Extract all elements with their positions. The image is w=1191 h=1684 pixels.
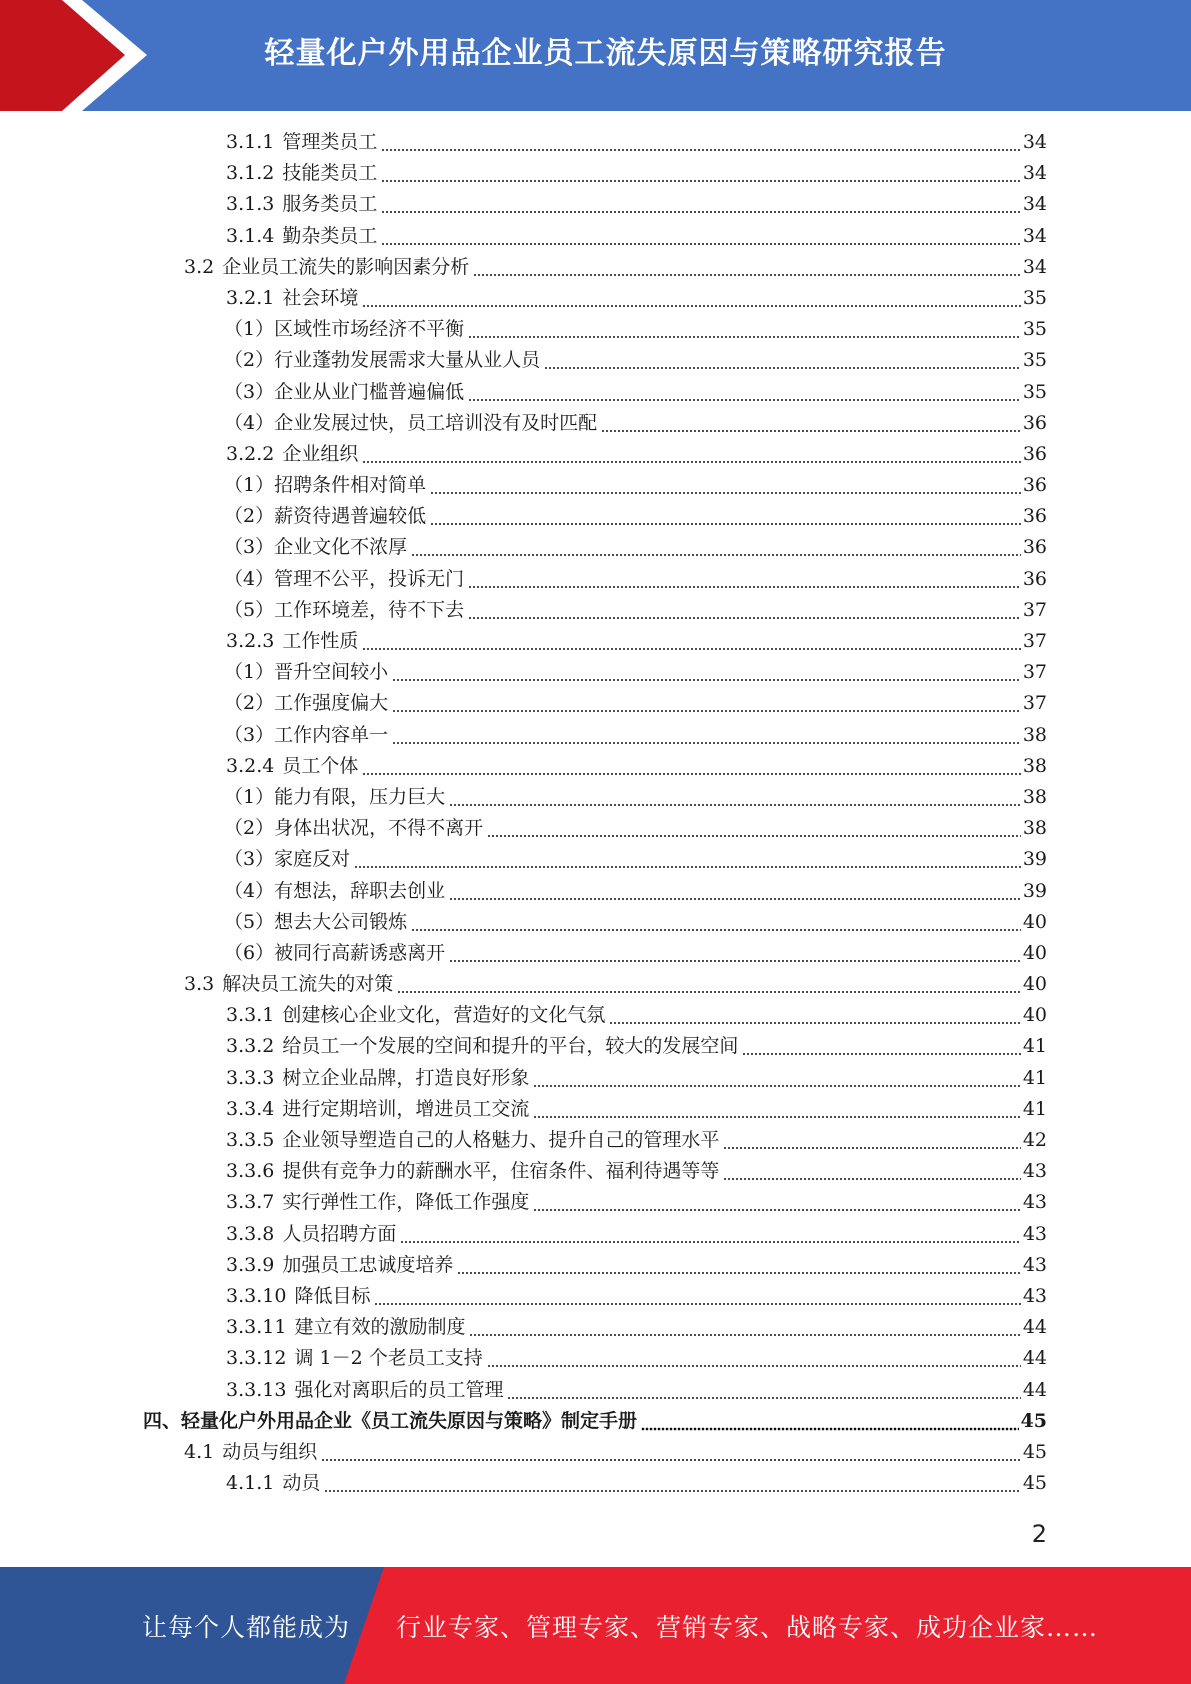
toc-entry[interactable] bbox=[0, 127, 1191, 158]
toc-entry-number: 3.3 bbox=[184, 973, 215, 996]
toc-entry-number: 3.2.2 bbox=[226, 442, 275, 465]
toc-entry-title: 给员工一个发展的空间和提升的平台，较大的发展空间 bbox=[282, 1035, 739, 1058]
toc-dot-leader bbox=[362, 283, 1020, 314]
toc-entry-number: 3.3.4 bbox=[226, 1097, 275, 1120]
toc-entry-title: 社会环境 bbox=[282, 286, 359, 309]
toc-entry[interactable] bbox=[0, 1437, 1191, 1468]
toc-dot-leader bbox=[397, 969, 1021, 1000]
footer-slogan-right: 行业专家、管理专家、营销专家、战略专家、成功企业家…… bbox=[396, 1612, 1099, 1642]
toc-entry[interactable] bbox=[0, 532, 1191, 563]
toc-entry[interactable] bbox=[0, 626, 1191, 657]
toc-entry-number: 3.2 bbox=[184, 255, 215, 278]
toc-dot-leader bbox=[457, 1250, 1020, 1281]
toc-dot-leader bbox=[742, 1031, 1020, 1062]
toc-dot-leader bbox=[641, 1406, 1019, 1437]
toc-dot-leader bbox=[487, 1343, 1021, 1374]
toc-entry-number: 3.1.1 bbox=[226, 131, 275, 153]
toc-dot-leader bbox=[411, 532, 1021, 563]
toc-entry-page: 38 bbox=[1022, 817, 1047, 840]
toc-entry-page: 45 bbox=[1022, 1440, 1047, 1463]
toc-entry[interactable] bbox=[0, 969, 1191, 1000]
toc-entry-page: 37 bbox=[1022, 692, 1047, 715]
toc-entry-title: 进行定期培训，增进员工交流 bbox=[282, 1097, 530, 1120]
toc-entry-title: （2）行业蓬勃发展需求大量从业人员 bbox=[224, 349, 541, 372]
toc-entry-title: 解决员工流失的对策 bbox=[222, 973, 394, 996]
toc-dot-leader bbox=[469, 1312, 1020, 1343]
toc-dot-leader bbox=[468, 314, 1021, 345]
toc-entry[interactable] bbox=[0, 439, 1191, 470]
toc-entry-title: 管理类员工 bbox=[282, 131, 378, 153]
toc-entry-number: 3.1.4 bbox=[226, 224, 275, 247]
toc-entry-number: 3.3.7 bbox=[226, 1191, 275, 1214]
toc-entry-title: （5）想去大公司锻炼 bbox=[224, 910, 408, 933]
toc-entry-page: 41 bbox=[1022, 1097, 1047, 1120]
toc-dot-leader bbox=[381, 189, 1020, 220]
toc-entry[interactable] bbox=[0, 1000, 1191, 1031]
toc-dot-leader bbox=[468, 377, 1021, 408]
toc-entry[interactable] bbox=[0, 720, 1191, 751]
toc-entry-page: 34 bbox=[1022, 162, 1047, 185]
toc-dot-leader bbox=[507, 1375, 1020, 1406]
toc-entry-number: 3.3.10 bbox=[226, 1284, 287, 1307]
toc-entry[interactable] bbox=[0, 283, 1191, 314]
toc-entry-title: 动员与组织 bbox=[222, 1440, 318, 1463]
toc-entry[interactable] bbox=[0, 1125, 1191, 1156]
toc-entry-number: 3.1.3 bbox=[226, 193, 275, 216]
toc-entry[interactable] bbox=[0, 345, 1191, 376]
toc-entry-number: 3.3.1 bbox=[226, 1004, 275, 1027]
toc-entry[interactable] bbox=[0, 1343, 1191, 1374]
toc-entry[interactable] bbox=[0, 751, 1191, 782]
toc-dot-leader bbox=[449, 782, 1021, 813]
toc-entry[interactable] bbox=[0, 1250, 1191, 1281]
toc-entry[interactable] bbox=[0, 189, 1191, 220]
toc-entry-title: （3）家庭反对 bbox=[224, 848, 351, 871]
toc-entry-title: 企业领导塑造自己的人格魅力、提升自己的管理水平 bbox=[282, 1129, 720, 1151]
toc-dot-leader bbox=[392, 657, 1021, 688]
toc-entry-page: 36 bbox=[1022, 411, 1047, 434]
toc-entry-page: 39 bbox=[1022, 848, 1047, 871]
toc-entry-number: 3.1.2 bbox=[226, 162, 275, 185]
toc-entry-number: 4.1 bbox=[184, 1440, 215, 1463]
toc-entry[interactable] bbox=[0, 1468, 1191, 1499]
toc-entry-title: 技能类员工 bbox=[282, 162, 378, 185]
toc-dot-leader bbox=[468, 595, 1021, 626]
table-of-contents bbox=[0, 127, 1191, 1499]
toc-entry-number: 3.2.1 bbox=[226, 286, 275, 309]
toc-entry-title: （2）工作强度偏大 bbox=[224, 692, 389, 715]
toc-entry-title: 建立有效的激励制度 bbox=[294, 1316, 466, 1339]
toc-dot-leader bbox=[609, 1000, 1020, 1031]
toc-entry-title: （4）管理不公平，投诉无门 bbox=[224, 567, 465, 590]
toc-entry-number: 3.3.9 bbox=[226, 1253, 275, 1276]
toc-dot-leader bbox=[473, 252, 1021, 283]
toc-dot-leader bbox=[430, 501, 1021, 532]
toc-entry[interactable] bbox=[0, 1031, 1191, 1062]
toc-entry-page: 39 bbox=[1022, 879, 1047, 902]
toc-entry-number: 3.3.13 bbox=[226, 1378, 287, 1401]
toc-dot-leader bbox=[449, 938, 1021, 969]
toc-entry-page: 38 bbox=[1022, 754, 1047, 777]
toc-entry-title: （3）企业从业门槛普遍偏低 bbox=[224, 380, 465, 403]
toc-entry-title: （5）工作环境差，待不下去 bbox=[224, 598, 465, 621]
toc-entry[interactable] bbox=[0, 1094, 1191, 1125]
toc-entry-page: 41 bbox=[1022, 1066, 1047, 1089]
toc-dot-leader bbox=[468, 564, 1021, 595]
toc-entry[interactable] bbox=[0, 1375, 1191, 1406]
toc-entry-page: 35 bbox=[1022, 286, 1047, 309]
toc-entry[interactable] bbox=[0, 1156, 1191, 1187]
toc-entry-page: 36 bbox=[1022, 567, 1047, 590]
toc-entry[interactable] bbox=[0, 158, 1191, 189]
toc-entry-title: 降低目标 bbox=[294, 1284, 371, 1307]
toc-dot-leader bbox=[601, 408, 1021, 439]
toc-dot-leader bbox=[362, 439, 1020, 470]
toc-entry-title: 企业员工流失的影响因素分析 bbox=[222, 255, 470, 278]
toc-entry-title: 提供有竞争力的薪酬水平，住宿条件、福利待遇等等 bbox=[282, 1160, 720, 1183]
toc-entry-number: 4.1.1 bbox=[226, 1472, 275, 1495]
toc-entry-page: 44 bbox=[1022, 1347, 1047, 1370]
toc-dot-leader bbox=[362, 751, 1020, 782]
toc-entry-number: 3.3.11 bbox=[226, 1316, 287, 1339]
toc-dot-leader bbox=[400, 1219, 1020, 1250]
toc-entry-page: 37 bbox=[1022, 598, 1047, 621]
toc-entry-title: （3）企业文化不浓厚 bbox=[224, 536, 408, 559]
toc-entry-number: 3.2.4 bbox=[226, 754, 275, 777]
toc-entry[interactable] bbox=[0, 564, 1191, 595]
toc-dot-leader bbox=[430, 470, 1021, 501]
toc-entry[interactable] bbox=[0, 1406, 1191, 1437]
toc-dot-leader bbox=[354, 844, 1021, 875]
toc-entry-title: （1）区域性市场经济不平衡 bbox=[224, 318, 465, 341]
toc-entry-title: 服务类员工 bbox=[282, 193, 378, 216]
toc-entry-page: 45 bbox=[1020, 1409, 1047, 1432]
toc-entry-number: 3.3.8 bbox=[226, 1222, 275, 1245]
toc-entry[interactable] bbox=[0, 688, 1191, 719]
toc-dot-leader bbox=[324, 1468, 1020, 1499]
toc-entry-page: 42 bbox=[1022, 1129, 1047, 1151]
toc-dot-leader bbox=[723, 1156, 1020, 1187]
toc-entry[interactable] bbox=[0, 876, 1191, 907]
toc-entry-page: 45 bbox=[1022, 1472, 1047, 1495]
toc-entry-title: （4）有想法，辞职去创业 bbox=[224, 879, 446, 902]
toc-dot-leader bbox=[544, 345, 1021, 376]
toc-entry-page: 35 bbox=[1022, 349, 1047, 372]
toc-entry-title: （1）招聘条件相对简单 bbox=[224, 474, 427, 497]
toc-entry-title: 树立企业品牌，打造良好形象 bbox=[282, 1066, 530, 1089]
page-number: 2 bbox=[1031, 1520, 1047, 1548]
toc-entry[interactable] bbox=[0, 470, 1191, 501]
toc-entry-number: 3.3.3 bbox=[226, 1066, 275, 1089]
toc-entry[interactable] bbox=[0, 1063, 1191, 1094]
toc-entry-title: 企业组织 bbox=[282, 442, 359, 465]
header-bar bbox=[0, 0, 1191, 111]
toc-entry[interactable] bbox=[0, 501, 1191, 532]
toc-entry[interactable] bbox=[0, 1312, 1191, 1343]
toc-entry[interactable] bbox=[0, 252, 1191, 283]
toc-entry-page: 43 bbox=[1022, 1191, 1047, 1214]
toc-dot-leader bbox=[381, 127, 1020, 158]
toc-entry-page: 43 bbox=[1022, 1284, 1047, 1307]
toc-entry-title: （6）被同行高薪诱惑离开 bbox=[224, 941, 446, 964]
toc-entry-title: （1）能力有限，压力巨大 bbox=[224, 785, 446, 808]
toc-dot-leader bbox=[392, 720, 1021, 751]
toc-entry-page: 36 bbox=[1022, 505, 1047, 528]
toc-dot-leader bbox=[487, 813, 1021, 844]
toc-entry[interactable] bbox=[0, 1219, 1191, 1250]
toc-entry[interactable] bbox=[0, 595, 1191, 626]
toc-entry-title: （3）工作内容单一 bbox=[224, 723, 389, 746]
document-title: 轻量化户外用品企业员工流失原因与策略研究报告 bbox=[264, 36, 947, 71]
toc-entry-page: 40 bbox=[1022, 973, 1047, 996]
toc-entry-title: 强化对离职后的员工管理 bbox=[294, 1378, 504, 1401]
toc-entry[interactable] bbox=[0, 408, 1191, 439]
toc-entry-title: （4）企业发展过快，员工培训没有及时匹配 bbox=[224, 411, 598, 434]
toc-entry[interactable] bbox=[0, 1281, 1191, 1312]
toc-entry-number: 3.3.6 bbox=[226, 1160, 275, 1183]
toc-dot-leader bbox=[533, 1094, 1020, 1125]
toc-entry[interactable] bbox=[0, 782, 1191, 813]
toc-entry-page: 38 bbox=[1022, 785, 1047, 808]
toc-dot-leader bbox=[392, 688, 1021, 719]
toc-entry-page: 36 bbox=[1022, 474, 1047, 497]
toc-entry-page: 43 bbox=[1022, 1222, 1047, 1245]
toc-entry[interactable] bbox=[0, 938, 1191, 969]
toc-entry-page: 36 bbox=[1022, 442, 1047, 465]
toc-entry[interactable] bbox=[0, 907, 1191, 938]
toc-dot-leader bbox=[449, 876, 1021, 907]
toc-dot-leader bbox=[411, 907, 1021, 938]
toc-dot-leader bbox=[723, 1125, 1020, 1156]
toc-entry-title: 创建核心企业文化，营造好的文化气氛 bbox=[282, 1004, 606, 1027]
toc-entry-title: （2）薪资待遇普遍较低 bbox=[224, 505, 427, 528]
toc-entry-title: 动员 bbox=[282, 1472, 321, 1495]
toc-entry-title: 员工个体 bbox=[282, 754, 359, 777]
toc-entry-page: 34 bbox=[1022, 224, 1047, 247]
toc-entry-page: 38 bbox=[1022, 723, 1047, 746]
toc-entry-page: 37 bbox=[1022, 661, 1047, 684]
toc-entry-page: 36 bbox=[1022, 536, 1047, 559]
toc-entry[interactable] bbox=[0, 377, 1191, 408]
toc-entry-title: （2）身体出状况，不得不离开 bbox=[224, 817, 484, 840]
footer-banner bbox=[0, 1567, 1191, 1684]
toc-entry-page: 40 bbox=[1022, 1004, 1047, 1027]
toc-entry-page: 43 bbox=[1022, 1253, 1047, 1276]
toc-dot-leader bbox=[374, 1281, 1020, 1312]
toc-entry-title: 勤杂类员工 bbox=[282, 224, 378, 247]
toc-entry-page: 43 bbox=[1022, 1160, 1047, 1183]
toc-entry-title: 调 1－2 个老员工支持 bbox=[294, 1347, 483, 1370]
toc-dot-leader bbox=[381, 221, 1020, 252]
toc-entry-number: 3.2.3 bbox=[226, 630, 275, 652]
toc-entry-page: 34 bbox=[1022, 131, 1047, 153]
toc-entry-title: （1）晋升空间较小 bbox=[224, 661, 389, 684]
toc-dot-leader bbox=[533, 1063, 1020, 1094]
toc-entry-page: 40 bbox=[1022, 910, 1047, 933]
toc-dot-leader bbox=[381, 158, 1020, 189]
toc-entry-page: 40 bbox=[1022, 941, 1047, 964]
toc-entry[interactable] bbox=[0, 314, 1191, 345]
toc-entry-page: 37 bbox=[1022, 630, 1047, 652]
toc-entry[interactable] bbox=[0, 844, 1191, 875]
toc-entry-page: 34 bbox=[1022, 255, 1047, 278]
toc-entry-title: 工作性质 bbox=[282, 630, 359, 652]
toc-entry[interactable] bbox=[0, 657, 1191, 688]
toc-entry-title: 实行弹性工作，降低工作强度 bbox=[282, 1191, 530, 1214]
toc-dot-leader bbox=[533, 1187, 1020, 1218]
toc-entry[interactable] bbox=[0, 813, 1191, 844]
toc-entry-number: 3.3.12 bbox=[226, 1347, 287, 1370]
footer-slogan-left: 让每个人都能成为 bbox=[142, 1612, 351, 1642]
toc-entry-page: 35 bbox=[1022, 318, 1047, 341]
toc-entry[interactable] bbox=[0, 221, 1191, 252]
toc-entry-title: 加强员工忠诚度培养 bbox=[282, 1253, 454, 1276]
toc-entry-title: 人员招聘方面 bbox=[282, 1222, 397, 1245]
toc-entry-page: 34 bbox=[1022, 193, 1047, 216]
toc-entry-number: 3.3.5 bbox=[226, 1129, 275, 1151]
toc-dot-leader bbox=[321, 1437, 1021, 1468]
toc-entry[interactable] bbox=[0, 1187, 1191, 1218]
toc-entry-page: 35 bbox=[1022, 380, 1047, 403]
toc-entry-number: 3.3.2 bbox=[226, 1035, 275, 1058]
toc-dot-leader bbox=[362, 626, 1020, 657]
toc-entry-page: 41 bbox=[1022, 1035, 1047, 1058]
toc-entry-page: 44 bbox=[1022, 1316, 1047, 1339]
toc-entry-title: 四、轻量化户外用品企业《员工流失原因与策略》制定手册 bbox=[143, 1409, 638, 1432]
toc-entry-page: 44 bbox=[1022, 1378, 1047, 1401]
